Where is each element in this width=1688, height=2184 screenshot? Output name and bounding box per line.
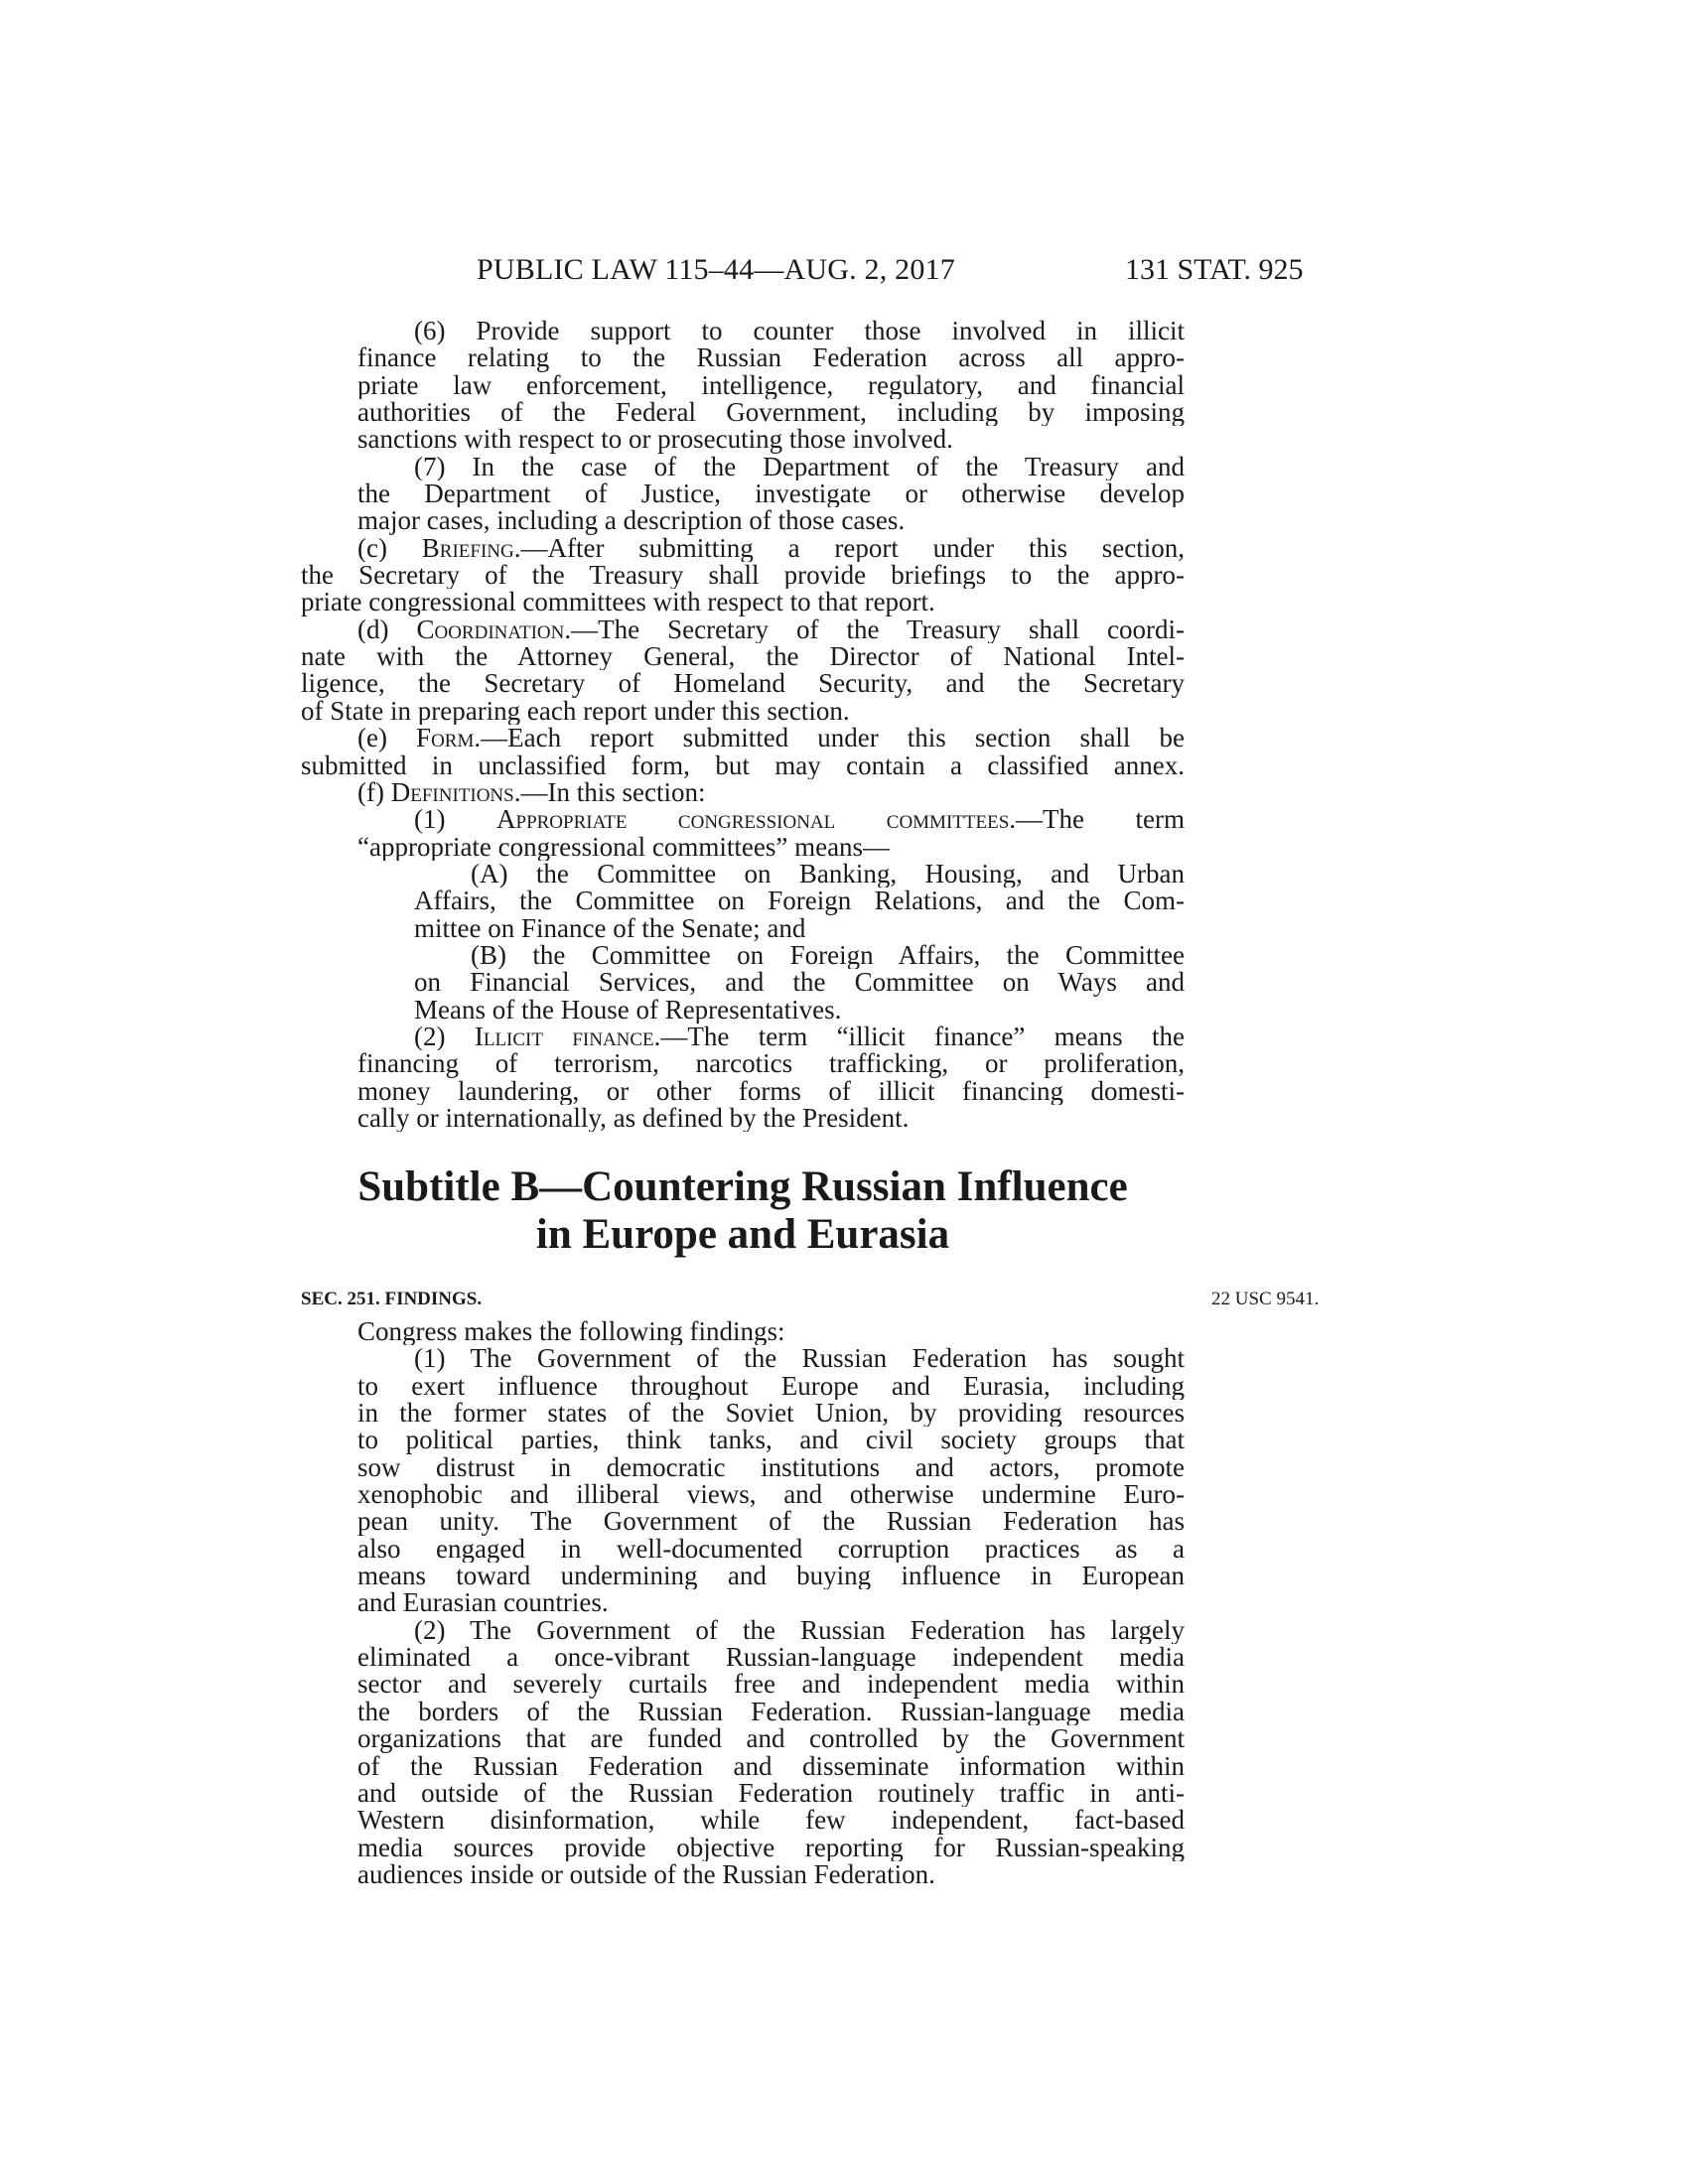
- text-line: “appropriate congressional committees” means—: [357, 833, 891, 861]
- text-line: sanctions with respect to or prosecuting those involved.: [357, 426, 953, 454]
- text-line: submitted in unclassified form, but may contain a classified annex.: [301, 751, 1185, 779]
- subtitle-heading: [301, 1163, 1185, 1259]
- text-line: (A) the Committee on Banking, Housing, and Urban: [471, 860, 1185, 888]
- text-line: the Secretary of the Treasury shall provide briefings to the appro-: [301, 562, 1185, 590]
- text-line: audiences inside or outside of the Russian Federation.: [357, 1860, 935, 1889]
- margin-note-usc: 22 USC 9541.: [1211, 1289, 1320, 1309]
- text-line: financing of terrorism, narcotics trafficking, or proliferation,: [357, 1050, 1185, 1078]
- section-heading: SEC. 251. FINDINGS.: [301, 1289, 483, 1309]
- text-line: mittee on Finance of the Senate; and: [414, 914, 806, 942]
- text-line: to political parties, think tanks, and civil society groups that: [357, 1427, 1185, 1454]
- text-line: (1) The Government of the Russian Federation has sought: [414, 1345, 1185, 1373]
- small-caps-term: Form: [416, 725, 475, 752]
- text-line: the Department of Justice, investigate or otherwise develop: [357, 480, 1185, 508]
- text-line: eliminated a once-vibrant Russian-language independent media: [357, 1644, 1185, 1672]
- text-line: priate congressional committees with respect to that report.: [301, 589, 935, 616]
- text-line: to exert influence throughout Europe and Eurasia, including: [357, 1372, 1185, 1401]
- text-line: (e) Form.—Each report submitted under this section shall be: [357, 725, 1185, 752]
- small-caps-term: Definitions: [390, 778, 514, 807]
- text-line: (2) Illicit finance.—The term “illicit finance” means the: [414, 1023, 1185, 1051]
- text-line: (1) Appropriate congressional committees.—The term: [414, 806, 1185, 834]
- text-line: (B) the Committee on Foreign Affairs, the Committee: [471, 941, 1185, 970]
- text-line: media sources provide objective reporting for Russian-speaking: [357, 1834, 1185, 1861]
- text-line: (7) In the case of the Department of the Treasury and: [414, 453, 1185, 481]
- text-line: the borders of the Russian Federation. Russian-language media: [357, 1698, 1185, 1726]
- text-line: Western disinformation, while few independent, fact-based: [357, 1807, 1185, 1835]
- small-caps-term: Briefing: [421, 534, 514, 563]
- small-caps-term: Illicit finance: [474, 1023, 654, 1051]
- text-line: means toward undermining and buying influence in European: [357, 1563, 1185, 1590]
- text-line: (d) Coordination.—The Secretary of the Treasury shall coordi-: [357, 615, 1185, 644]
- text-line: Congress makes the following findings:: [357, 1318, 785, 1346]
- small-caps-term: Coordination: [416, 615, 565, 644]
- text-line: sector and severely curtails free and independent media within: [357, 1671, 1185, 1699]
- text-line: in the former states of the Soviet Union, by providing resources: [357, 1400, 1185, 1428]
- body-text-bottom: [301, 1318, 1185, 1888]
- text-line: (6) Provide support to counter those involved in illicit: [414, 318, 1185, 345]
- body-text-top: [301, 318, 1185, 1132]
- text-line: (2) The Government of the Russian Federation has largely: [414, 1616, 1185, 1645]
- page-stat-number: 131 STAT. 925: [1125, 253, 1304, 286]
- subtitle-line-2: in Europe and Eurasia: [535, 1211, 950, 1258]
- text-line: (c) Briefing.—After submitting a report under this section,: [357, 534, 1185, 563]
- text-line: Means of the House of Representatives.: [414, 996, 842, 1024]
- small-caps-term: Appropriate congressional committees: [496, 806, 1010, 834]
- text-line: also engaged in well-documented corruption practices as a: [357, 1535, 1185, 1564]
- subtitle-line-1: Subtitle B—Countering Russian Influence: [357, 1163, 1128, 1210]
- text-line: money laundering, or other forms of illicit financing domesti-: [357, 1077, 1185, 1105]
- text-line: of State in preparing each report under this section.: [301, 697, 850, 726]
- text-line: Affairs, the Committee on Foreign Relations, and the Com-: [414, 887, 1185, 915]
- text-line: priate law enforcement, intelligence, regulatory, and financial: [357, 371, 1185, 400]
- text-line: ligence, the Secretary of Homeland Security, and the Secretary: [301, 670, 1185, 698]
- text-line: pean unity. The Government of the Russian Federation has: [357, 1508, 1185, 1536]
- text-line: on Financial Services, and the Committee on Ways and: [414, 969, 1185, 997]
- text-line: finance relating to the Russian Federation across all appro-: [357, 344, 1185, 372]
- text-line: (f) Definitions.—In this section:: [357, 778, 706, 807]
- text-line: and outside of the Russian Federation routinely traffic in anti-: [357, 1779, 1185, 1808]
- running-header-title: PUBLIC LAW 115–44—AUG. 2, 2017: [477, 253, 955, 286]
- text-line: sow distrust in democratic institutions and actors, promote: [357, 1453, 1185, 1482]
- text-line: of the Russian Federation and disseminate information within: [357, 1752, 1185, 1780]
- text-line: organizations that are funded and controlled by the Government: [357, 1725, 1185, 1753]
- text-line: authorities of the Federal Government, including by imposing: [357, 399, 1185, 427]
- text-line: cally or internationally, as defined by the President.: [357, 1104, 910, 1133]
- text-line: major cases, including a description of those cases.: [357, 507, 906, 535]
- text-line: xenophobic and illiberal views, and otherwise undermine Euro-: [357, 1481, 1185, 1509]
- text-line: nate with the Attorney General, the Director of National Intel-: [301, 643, 1185, 671]
- text-line: and Eurasian countries.: [357, 1589, 609, 1617]
